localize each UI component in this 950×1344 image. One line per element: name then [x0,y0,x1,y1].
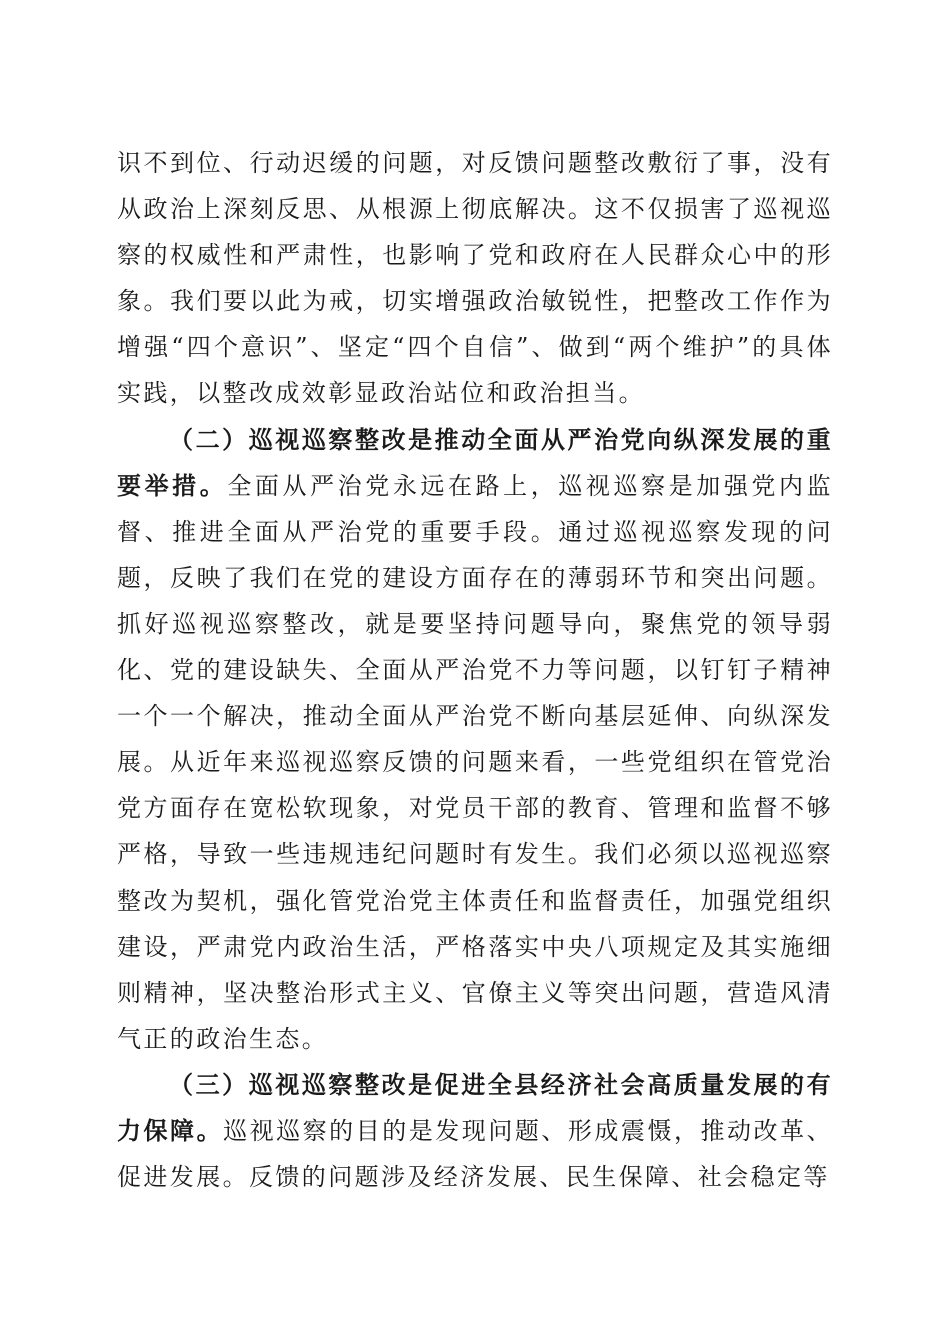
paragraph-text: 识不到位、行动迟缓的问题，对反馈问题整改敷衍了事，没有从政治上深刻反思、从根源上彻底解决。这不仅损害了巡视巡察的权威性和严肃性，也影响了党和政府在人民群众心中的形象。我们要以此为戒，切实增强政治敏锐性，把整改工作作为增强“四个意识”、坚定“四个自信”、做到“两个维护”的具体实践，以整改成效彰显政治站位和政治担当。 [117,149,833,408]
paragraph-text: 全面从严治党永远在路上，巡视巡察是加强党内监督、推进全面从严治党的重要手段。通过巡视巡察发现的问题，反映了我们在党的建设方面存在的薄弱环节和突出问题。抓好巡视巡察整改，就是要坚持问题导向，聚焦党的领导弱化、党的建设缺失、全面从严治党不力等问题，以钉钉子精神一个一个解决，推动全面从严治党不断向基层延伸、向纵深发展。从近年来巡视巡察反馈的问题来看，一些党组织在管党治党方面存在宽松软现象，对党员干部的教育、管理和监督不够严格，导致一些违规违纪问题时有发生。我们必须以巡视巡察整改为契机，强化管党治党主体责任和监督责任，加强党组织建设，严肃党内政治生活，严格落实中央八项规定及其实施细则精神，坚决整治形式主义、官僚主义等突出问题，营造风清气正的政治生态。 [117,471,833,1053]
paragraph-text: 巡视巡察的目的是发现问题、形成震慑，推动改革、促进发展。反馈的问题涉及经济发展、民生保障、社会稳定等 [117,1116,833,1192]
paragraph-section-3 [117,1062,833,1200]
paragraph-continued [117,140,833,417]
section-heading: （二）巡视巡察整改是推动全面从严治党向纵深发展的重要举措。 [117,424,833,500]
section-heading: （三）巡视巡察整改是促进全县经济社会高质量发展的有力保障。 [117,1069,833,1145]
paragraph-section-2 [117,417,833,1062]
document-body [117,140,833,1200]
